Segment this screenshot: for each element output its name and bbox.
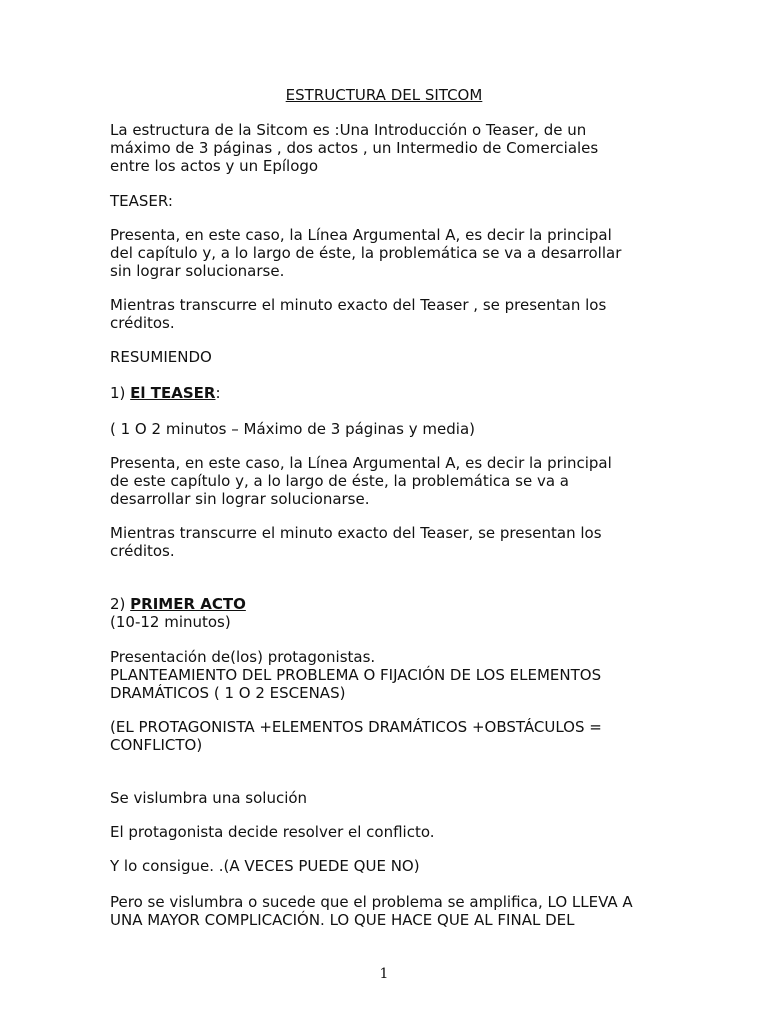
teaser-heading: TEASER: [110, 192, 173, 210]
text-line: PLANTEAMIENTO DEL PROBLEMA O FIJACIÓN DE LOS ELEMENTOS [110, 666, 602, 684]
item-2-label: PRIMER ACTO [130, 595, 246, 613]
text-line: Presentación de(los) protagonistas. [110, 648, 376, 666]
item-2-paragraph-2 [110, 718, 670, 754]
text-line: máximo de 3 páginas , dos actos , un Intermedio de Comerciales [110, 139, 599, 157]
teaser-paragraph-1 [110, 226, 670, 280]
text-line: (EL PROTAGONISTA +ELEMENTOS DRAMÁTICOS +OBSTÁCULOS = [110, 718, 602, 736]
item-2-paragraph-3: Se vislumbra una solución [110, 789, 308, 807]
item-1-heading [110, 384, 670, 402]
item-2-duration: (10-12 minutos) [110, 613, 231, 631]
text-line: Pero se vislumbra o sucede que el problema se amplifica, LO LLEVA A [110, 893, 633, 911]
item-2-paragraph-5: Y lo consigue. .(A VECES PUEDE QUE NO) [110, 857, 420, 875]
item-1-suffix: : [215, 384, 221, 402]
item-2-title-line [110, 595, 670, 613]
text-line: Mientras transcurre el minuto exacto del Teaser , se presentan los [110, 296, 607, 314]
teaser-paragraph-2 [110, 296, 670, 332]
item-1-number: 1) [110, 384, 131, 402]
text-line: sin lograr solucionarse. [110, 262, 285, 280]
text-line: Mientras transcurre el minuto exacto del Teaser, se presentan los [110, 524, 602, 542]
text-line: DRAMÁTICOS ( 1 O 2 ESCENAS) [110, 684, 346, 702]
document-title: ESTRUCTURA DEL SITCOM [285, 86, 483, 104]
text-line: créditos. [110, 542, 175, 560]
item-2-paragraph-1 [110, 648, 670, 702]
item-2-paragraph-6 [110, 893, 670, 929]
text-line: entre los actos y un Epílogo [110, 157, 319, 175]
text-line: Presenta, en este caso, la Línea Argumental A, es decir la principal [110, 454, 612, 472]
item-2-paragraph-4: El protagonista decide resolver el conflicto. [110, 823, 435, 841]
item-1-label: El TEASER [130, 384, 216, 402]
text-line: CONFLICTO) [110, 736, 203, 754]
item-1-paragraph-1 [110, 454, 670, 508]
text-line: del capítulo y, a lo largo de éste, la problemática se va a desarrollar [110, 244, 622, 262]
text-line: La estructura de la Sitcom es :Una Introducción o Teaser, de un [110, 121, 587, 139]
item-2-heading [110, 595, 670, 631]
text-line: de este capítulo y, a lo largo de éste, la problemática se va a [110, 472, 569, 490]
page-number: 1 [379, 966, 389, 982]
text-line: desarrollar sin lograr solucionarse. [110, 490, 370, 508]
intro-paragraph [110, 121, 670, 175]
item-1-paragraph-2 [110, 524, 670, 560]
text-line: Presenta, en este caso, la Línea Argumental A, es decir la principal [110, 226, 612, 244]
text-line: créditos. [110, 314, 175, 332]
item-1-duration: ( 1 O 2 minutos – Máximo de 3 páginas y media) [110, 420, 475, 438]
text-line: UNA MAYOR COMPLICACIÓN. LO QUE HACE QUE AL FINAL DEL [110, 911, 575, 929]
resumiendo-heading: RESUMIENDO [110, 348, 212, 366]
item-2-number: 2) [110, 595, 131, 613]
